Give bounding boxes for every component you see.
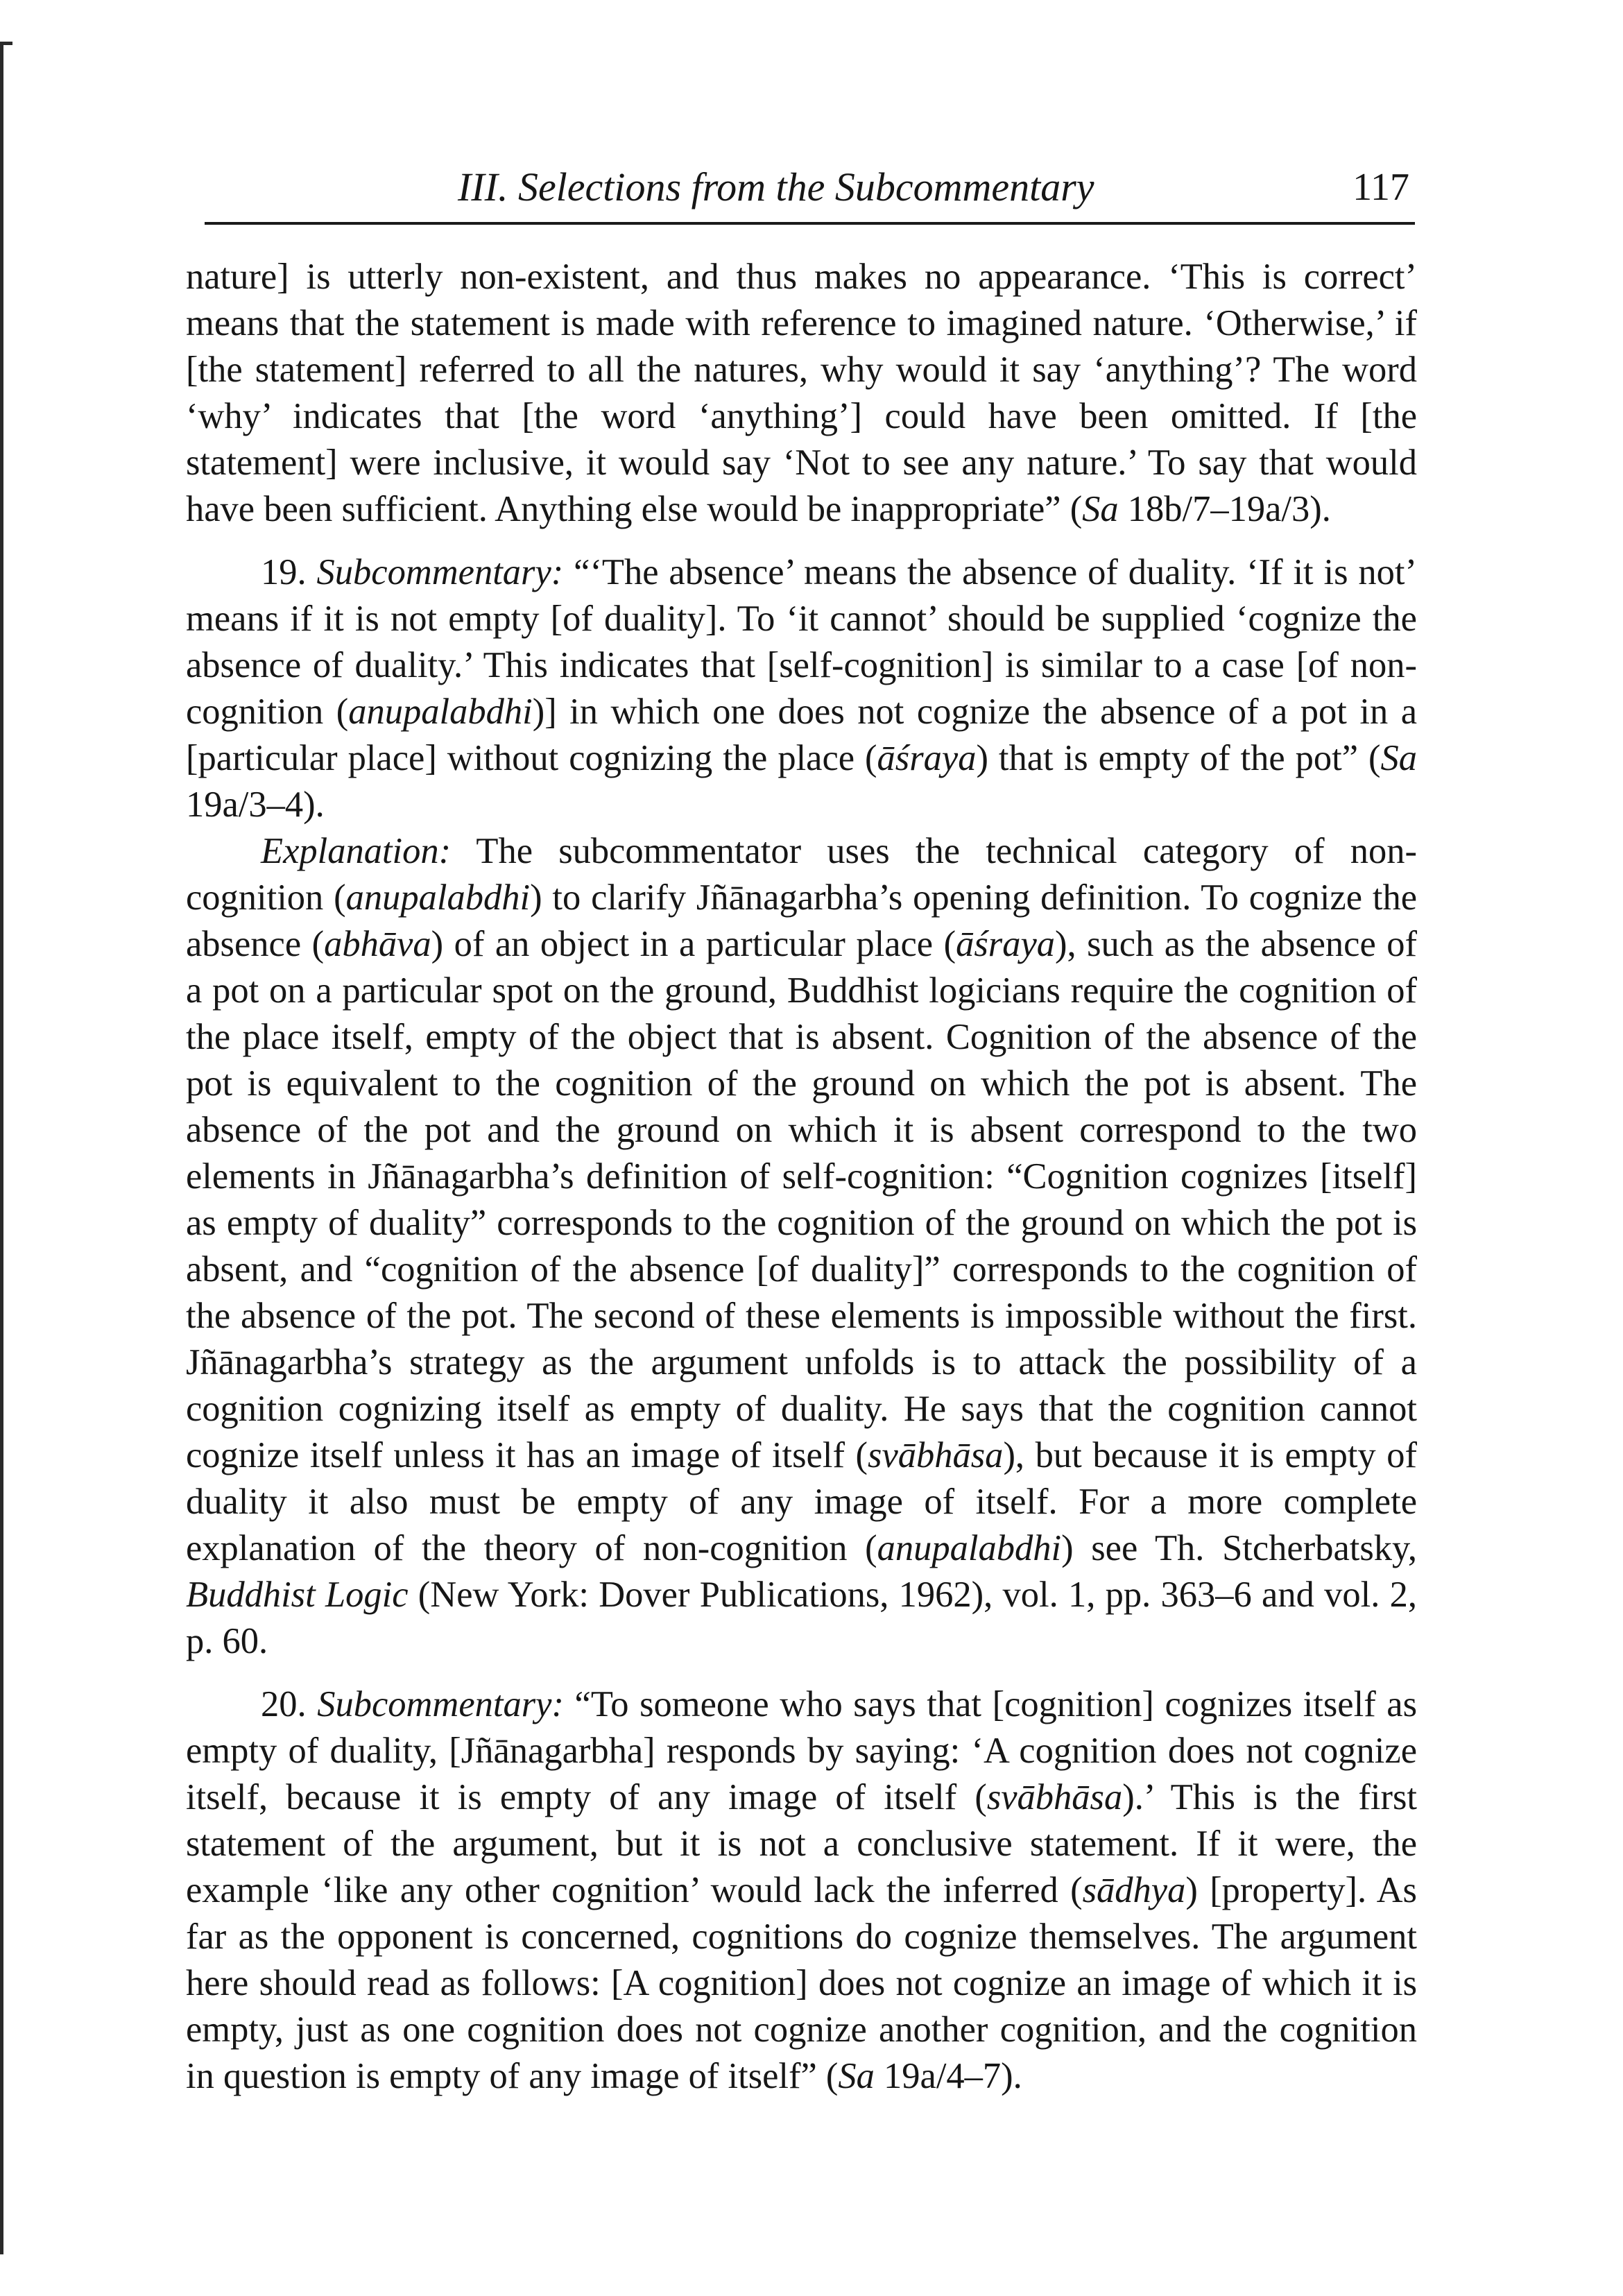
citation-abbrev: Sa: [838, 2056, 875, 2096]
continuation-paragraph: [186, 254, 1417, 533]
text-run: ) [property]. As far as the opponent is concerned, cognitions do cognize themselves. The argument here should read as follows: [A cognition] does not cognize an image of which it is empty, just as one cognition does not cognize another cognition, and the cognition in question is empty of any image of itself” (: [186, 1870, 1417, 2096]
sanskrit-term: abhāva: [324, 924, 431, 964]
note-label: Subcommentary:: [316, 552, 564, 592]
main-text: [186, 254, 1417, 2100]
explanation-paragraph: [186, 828, 1417, 1665]
citation-abbrev: Sa: [1380, 738, 1417, 778]
text-run: ), but because it is empty of duality it also must be empty of any image of itself. For a more complete explanation of the theory of non-cognition (: [186, 1435, 1417, 1568]
page-header: [205, 153, 1415, 225]
sanskrit-term: anupalabdhi: [345, 877, 531, 918]
text-run: 18b/7–19a/3).: [1118, 489, 1331, 529]
scan-edge-corner: [0, 42, 12, 45]
book-title: Buddhist Logic: [186, 1575, 409, 1615]
citation-abbrev: Sa: [1082, 489, 1119, 529]
text-run: “‘The absence’ means the absence of duality. ‘If it is not’ means if it is not empty [of duality]. To ‘it cannot’ should be supplied ‘cognize the absence of duality.’ This indicates that [self-cognition] is similar to a case [of non-cognition (: [186, 552, 1417, 732]
text-run: ) to clarify Jñānagarbha’s opening definition. To cognize the absence (: [186, 877, 1417, 964]
sanskrit-term: svābhāsa: [868, 1435, 1004, 1475]
note-20-paragraph: [186, 1681, 1417, 2100]
running-title: III. Selections from the Subcommentary: [458, 164, 1094, 209]
sanskrit-term: āśraya: [956, 924, 1055, 964]
sanskrit-term: āśraya: [877, 738, 977, 778]
text-run: ) of an object in a particular place (: [431, 924, 956, 964]
text-run: ), such as the absence of a pot on a particular spot on the ground, Buddhist logicians require the cognition of the place itself, empty of the object that is absent. Cognition of the absence of the pot is equivalent to the cognition of the ground on which the pot is absent. The absence of the pot and the ground on which it is absent correspond to the two elements in Jñānagarbha’s definition of self-cognition: “Cognition cognizes [itself] as empty of duality” corresponds to the cognition of the ground on which the pot is absent, and “cognition of the absence [of duality]” corresponds to the cognition of the absence of the pot. The second of these elements is impossible without the first. Jñānagarbha’s strategy as the argument unfolds is to attack the possibility of a cognition cognizing itself as empty of duality. He says that the cognition cannot cognize itself unless it has an image of itself (: [186, 924, 1417, 1475]
note-label: Subcommentary:: [317, 1684, 564, 1724]
text-run: The subcommentator uses the technical category of non-cognition (: [186, 831, 1417, 918]
text-run: “To someone who says that [cognition] cognizes itself as empty of duality, [Jñānagarbha] responds by saying: ‘A cognition does not cognize itself, because it is empty of any image of itself (: [186, 1684, 1417, 1817]
note-19-paragraph: [186, 549, 1417, 828]
text-run: ) that is empty of the pot” (: [976, 738, 1381, 778]
text-run: 19a/4–7).: [874, 2056, 1022, 2096]
explanation-label: Explanation:: [261, 831, 452, 871]
sanskrit-term: anupalabdhi: [348, 692, 533, 732]
sanskrit-term: anupalabdhi: [877, 1528, 1062, 1568]
page-number: 117: [1352, 166, 1409, 209]
text-run: nature] is utterly non-existent, and thus makes no appearance. ‘This is correct’ means that the statement is made with reference to imagined nature. ‘Otherwise,’ if [the statement] referred to all the natures, why would it say ‘anything’? The word ‘why’ indicates that [the word ‘anything’] could have been omitted. If [the statement] were inclusive, it would say ‘Not to see any nature.’ To say that would have been sufficient. Anything else would be inappropriate” (: [186, 257, 1417, 529]
text-run: (New York: Dover Publications, 1962), vol. 1, pp. 363–6 and vol. 2, p. 60.: [186, 1575, 1417, 1661]
sanskrit-term: svābhāsa: [986, 1777, 1123, 1817]
scan-edge-line: [0, 42, 3, 2254]
note-number: 19.: [261, 552, 317, 592]
text-run: ) see Th. Stcherbatsky,: [1061, 1528, 1418, 1568]
text-run: ).’ This is the first statement of the argument, but it is not a conclusive statement. If it were, the example ‘like any other cognition’ would lack the inferred (: [186, 1777, 1418, 1910]
sanskrit-term: sādhya: [1082, 1870, 1186, 1910]
text-run: 19a/3–4).: [186, 785, 325, 825]
text-run: )] in which one does not cognize the absence of a pot in a [particular place] without cognizing the place (: [186, 692, 1417, 778]
note-number: 20.: [261, 1684, 318, 1724]
